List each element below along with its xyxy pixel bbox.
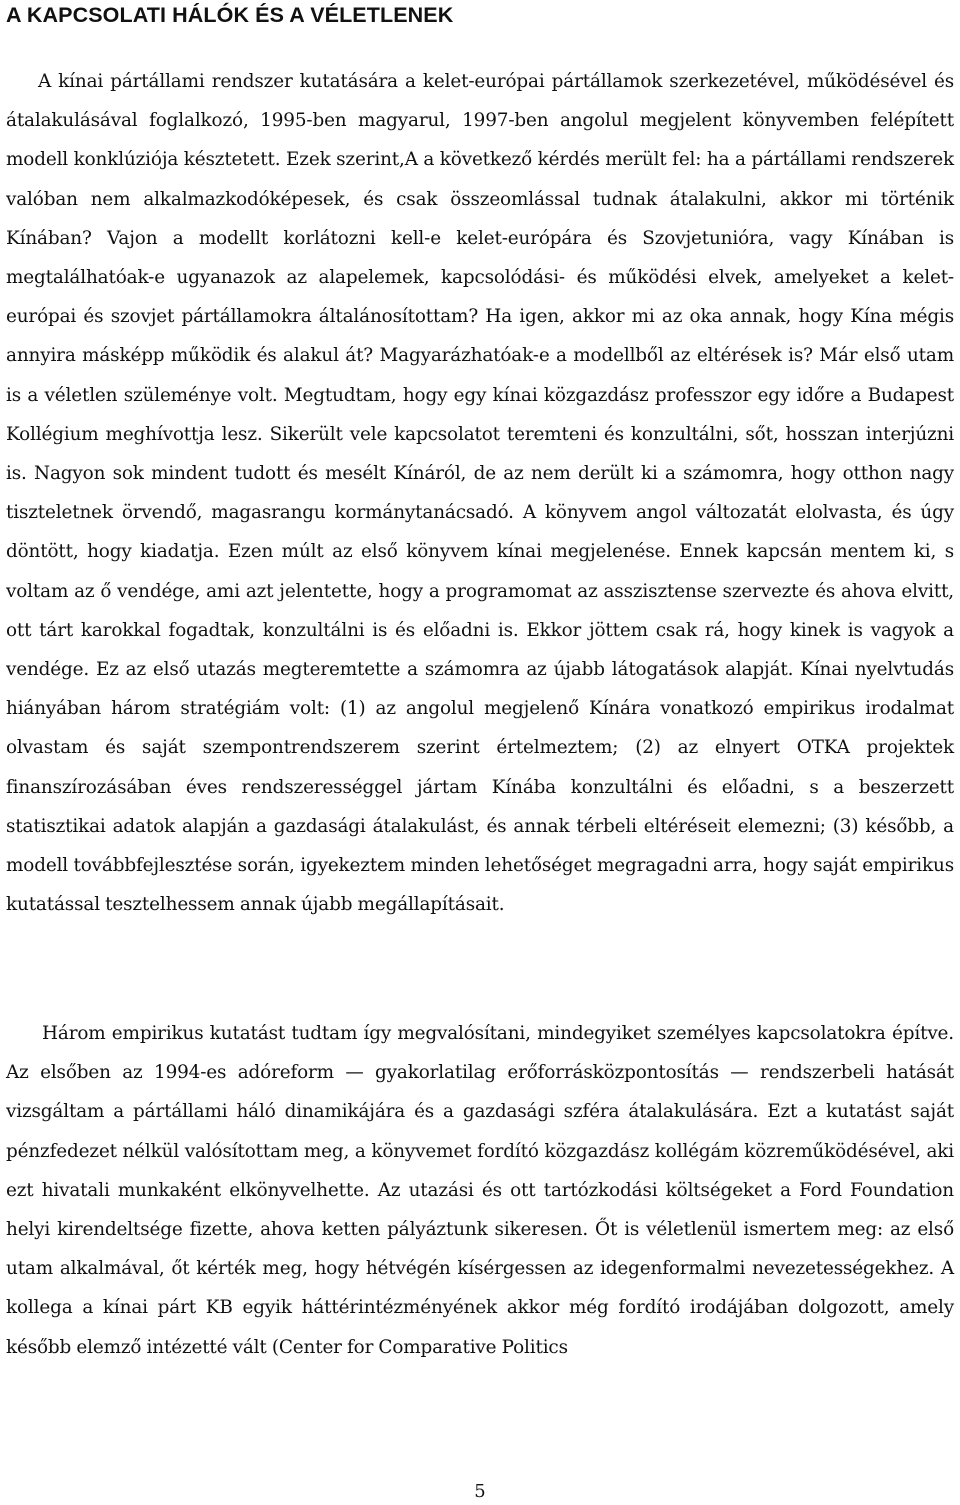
body-paragraph-2: Három empirikus kutatást tudtam így megvalósítani, mindegyiket személyes kapcsolatokra építve. Az elsőben az 1994-es adóreform — gyakorlatilag erőforrásközpontosítás — rendszerbeli hatását vizsgáltam a pártállami háló dinamikájára és a gazdasági szféra átalakulására. Ezt a kutatást saját pénzfedezet nélkül valósítottam meg, a könyvemet fordító közgazdász kollégám közreműködésével, aki ezt hivatali munkaként elkönyvelhette. Az utazási és ott tartózkodási költségeket a Ford Foundation helyi kirendeltsége fizette, ahova ketten pályáztunk sikeresen. Őt is véletlenül ismertem meg: az első utam alkalmával, őt kérték meg, hogy hétvégén kísérgessen az idegenformalmi nevezetességekhez. A kollega a kínai párt KB egyik háttérintézményének akkor még fordító irodájában dolgozott, amely később elemző intézetté vált (Center for Comparative Politics (6, 1023, 954, 1358)
section-heading: A KAPCSOLATI HÁLÓK ÉS A VÉLETLENEK (6, 3, 454, 27)
body-paragraph-1: A kínai pártállami rendszer kutatására a kelet-európai pártállamok szerkezetével, működésével és átalakulásával foglalkozó, 1995-ben magyarul, 1997-ben angolul megjelent könyvemben felépített modell konklúziója késztetett. Ezek szerint,A a következő kérdés merült fel: ha a pártállami rendszerek valóban nem alkalmazkodóképesek, és csak összeomlással tudnak átalakulni, akkor mi történik Kínában? Vajon a modellt korlátozni kell-e kelet-európára és Szovjetunióra, vagy Kínában is megtalálhatóak-e ugyanazok az alapelemek, kapcsolódási- és működési elvek, amelyeket a kelet-európai és szovjet pártállamokra általánosítottam? Ha igen, akkor mi az oka annak, hogy Kína mégis annyira másképp működik és alakul át? Magyarázhatóak-e a modellből az eltérések is? Már első utam is a véletlen szüleménye volt. Megtudtam, hogy egy kínai közgazdász professzor egy időre a Budapest Kollégium meghívottja lesz. Sikerült vele kapcsolatot teremteni és konzultálni, sőt, hosszan interjúzni is. Nagyon sok mindent tudott és mesélt Kínáról, de az nem derült ki a számomra, hogy otthon nagy tiszteletnek örvendő, magasrangu kormánytanácsadó. A könyvem angol változatát elolvasta, és úgy döntött, hogy kiadatja. Ezen múlt az első könyvem kínai megjelenése. Ennek kapcsán mentem ki, s voltam az ő vendége, ami azt jelentette, hogy a programomat az asszisztense szervezte és ahova elvitt, ott tárt karokkal fogadtak, konzultálni is és előadni is. Ekkor jöttem csak rá, hogy kinek is vagyok a vendége. Ez az első utazás megteremtette a számomra az újabb látogatások alapját. Kínai nyelvtudás hiányában három stratégiám volt: (1) az angolul megjelenő Kínára vonatkozó empirikus irodalmat olvastam és saját szempontrendszerem szerint értelmeztem; (2) az elnyert OTKA projektek finanszírozásában éves rendszerességgel jártam Kínába konzultálni és előadni, s a beszerzett statisztikai adatok alapján a gazdasági átalakulást, és annak térbeli eltéréseit elemezni; (3) később, a modell továbbfejlesztése során, igyekeztem minden lehetőséget megragadni arra, hogy saját empirikus kutatással tesztelhessem annak újabb megállapításait. (6, 71, 954, 916)
page-number: 5 (474, 1481, 486, 1502)
